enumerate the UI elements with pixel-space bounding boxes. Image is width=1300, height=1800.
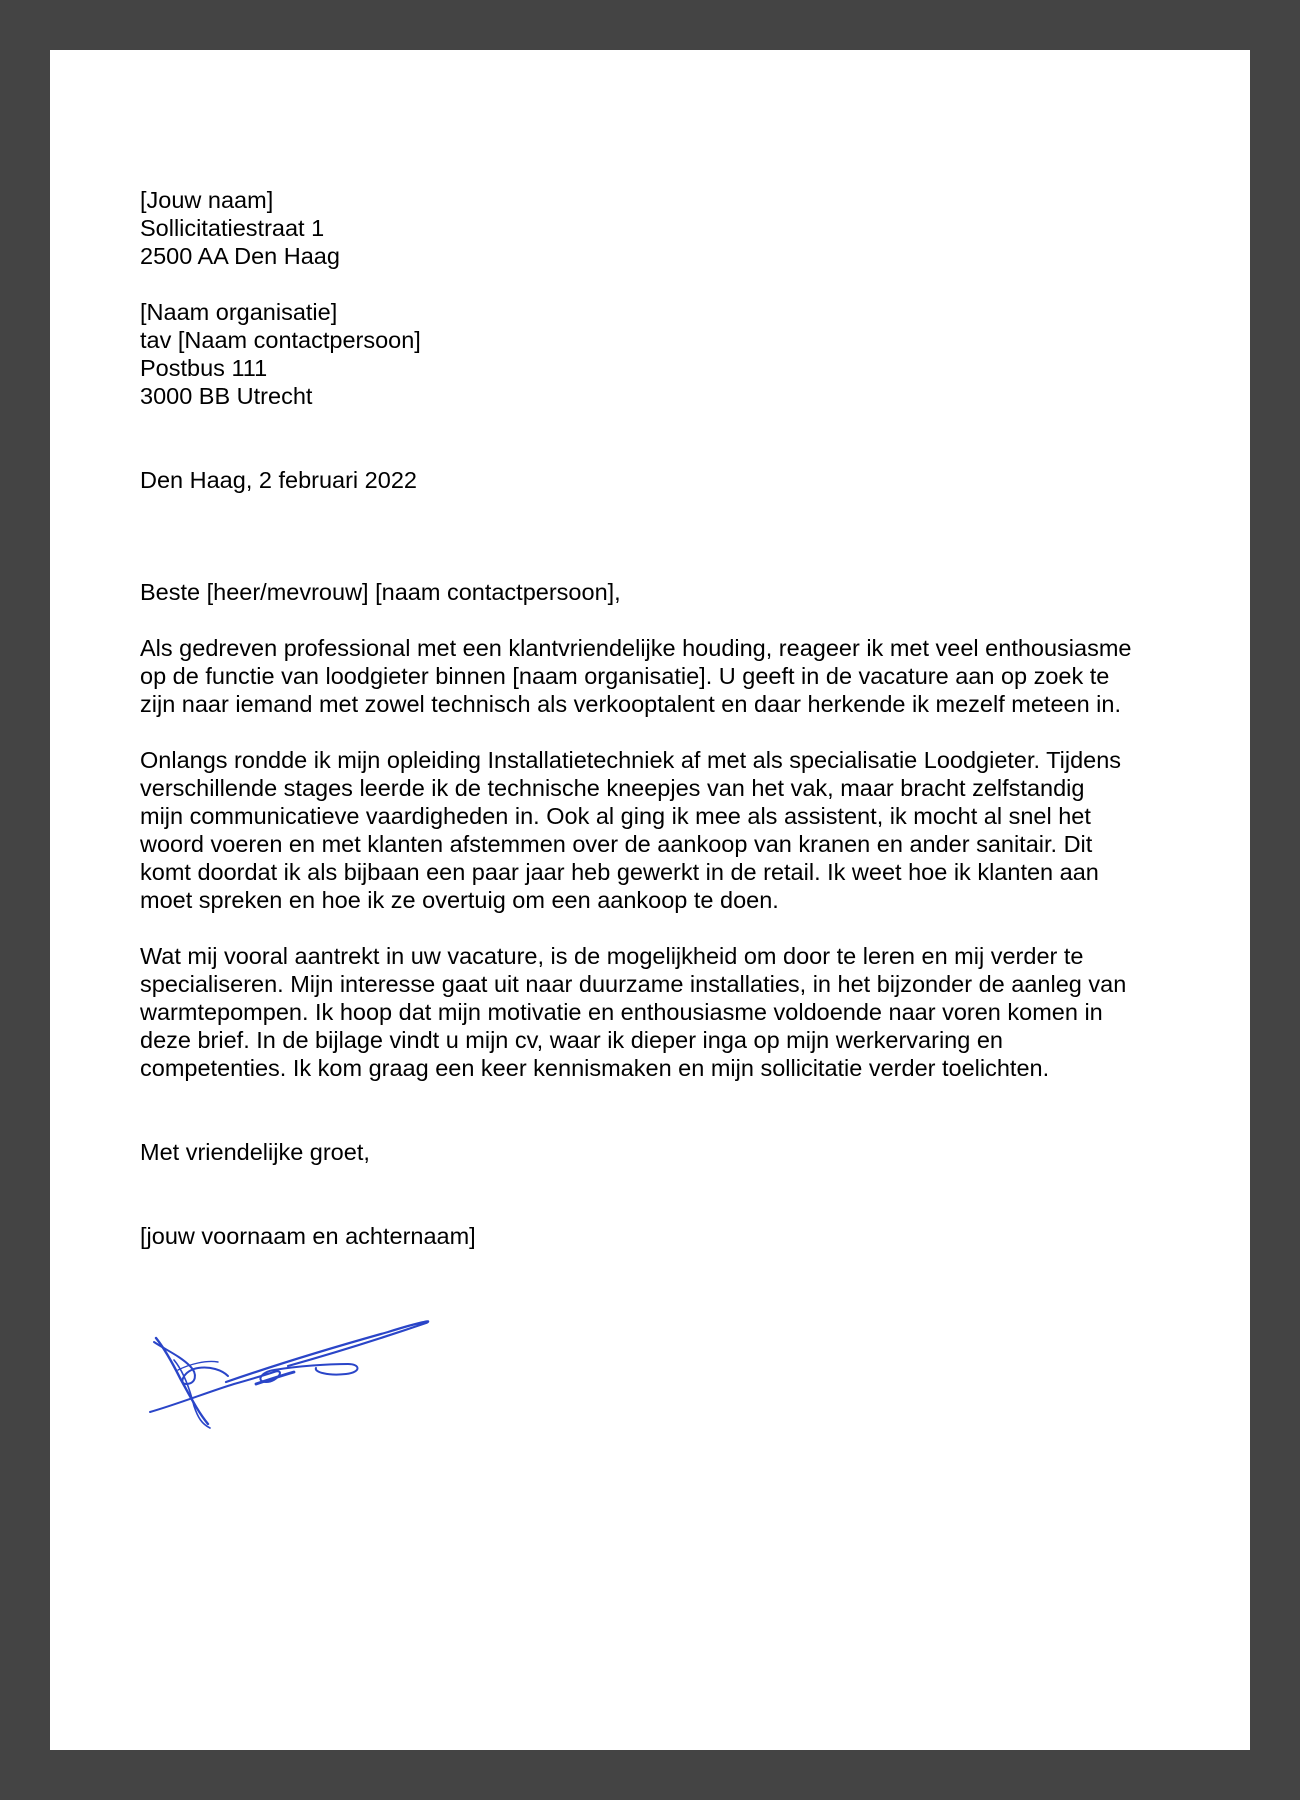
paragraph-line: warmtepompen. Ik hoop dat mijn motivatie en enthousiasme voldoende naar voren komen in bbox=[140, 999, 1103, 1025]
recipient-organisation: [Naam organisatie] bbox=[140, 299, 338, 325]
paragraph-line: mijn communicatieve vaardigheden in. Ook al ging ik mee als assistent, ik mocht al snel het bbox=[140, 803, 1091, 829]
paragraph-line: Onlangs rondde ik mijn opleiding Installatietechniek af met als specialisatie Loodgieter. Tijdens bbox=[140, 747, 1122, 773]
letter-page bbox=[50, 50, 1250, 1750]
sender-street: Sollicitatiestraat 1 bbox=[140, 215, 325, 241]
paragraph-line: verschillende stages leerde ik de technische kneepjes van het vak, maar bracht zelfstandig bbox=[140, 775, 1085, 801]
paragraph-line: competenties. Ik kom graag een keer kennismaken en mijn sollicitatie verder toelichten. bbox=[140, 1055, 1050, 1081]
salutation-line: Beste [heer/mevrouw] [naam contactpersoon], bbox=[140, 579, 621, 605]
recipient-city: 3000 BB Utrecht bbox=[140, 383, 313, 409]
body-paragraph-2 bbox=[140, 746, 1180, 914]
body-paragraph-3 bbox=[140, 942, 1180, 1082]
paragraph-line: komt doordat ik als bijbaan een paar jaar heb gewerkt in de retail. Ik weet hoe ik klanten aan bbox=[140, 859, 1099, 885]
paragraph-line: woord voeren en met klanten afstemmen over de aankoop van kranen en ander sanitair. Dit bbox=[140, 831, 1093, 857]
sender-city: 2500 AA Den Haag bbox=[140, 243, 340, 269]
recipient-contact: tav [Naam contactpersoon] bbox=[140, 327, 421, 353]
paragraph-line: moet spreken en hoe ik ze overtuig om een aankoop te doen. bbox=[140, 887, 779, 913]
signature-stroke bbox=[226, 1321, 428, 1382]
sender-name: [Jouw naam] bbox=[140, 187, 274, 213]
signature-stroke bbox=[256, 1372, 294, 1384]
body-paragraph-1 bbox=[140, 634, 1180, 718]
paragraph-line: Wat mij vooral aantrekt in uw vacature, is de mogelijkheid om door te leren en mij verder te bbox=[140, 943, 1084, 969]
paragraph-line: op de functie van loodgieter binnen [naam organisatie]. U geeft in de vacature aan op zoek te bbox=[140, 663, 1110, 689]
recipient-postbox: Postbus 111 bbox=[140, 355, 268, 381]
paragraph-line: zijn naar iemand met zowel technisch als verkooptalent en daar herkende ik mezelf meteen in. bbox=[140, 691, 1121, 717]
recipient-address bbox=[140, 298, 1180, 410]
date-line: Den Haag, 2 februari 2022 bbox=[140, 467, 417, 493]
sender-address bbox=[140, 186, 1180, 270]
signer-name bbox=[140, 1222, 1180, 1250]
paragraph-line: Als gedreven professional met een klantvriendelijke houding, reageer ik met veel enthousiasme bbox=[140, 635, 1132, 661]
paragraph-line: specialiseren. Mijn interesse gaat uit naar duurzame installaties, in het bijzonder de aanleg van bbox=[140, 971, 1127, 997]
signer-name-line: [jouw voornaam en achternaam] bbox=[140, 1223, 476, 1249]
closing-line: Met vriendelijke groet, bbox=[140, 1139, 370, 1165]
closing bbox=[140, 1138, 1180, 1166]
letter-date bbox=[140, 466, 1180, 494]
handwritten-signature bbox=[138, 1300, 458, 1470]
signature-stroke bbox=[154, 1342, 228, 1384]
salutation bbox=[140, 578, 1180, 606]
letter-content bbox=[140, 186, 1180, 1250]
paragraph-line: deze brief. In de bijlage vindt u mijn cv, waar ik dieper inga op mijn werkervaring en bbox=[140, 1027, 1003, 1053]
